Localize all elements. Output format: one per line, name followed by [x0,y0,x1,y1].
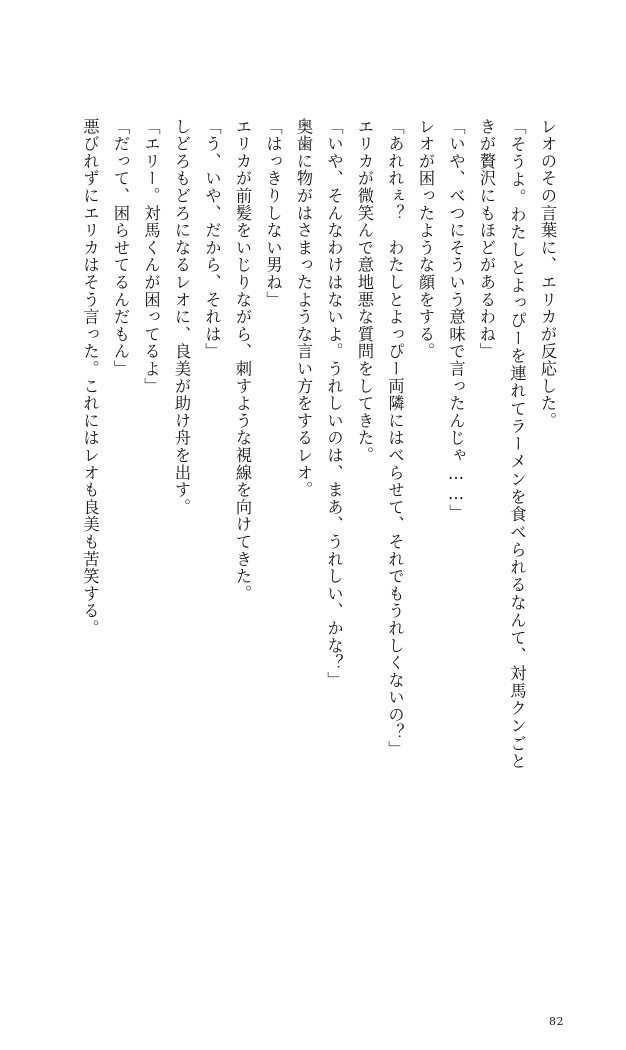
paragraph: 「う、いや、だから、それは」 [202,118,222,361]
paragraph: エリカが微笑んで意地悪な質問をしてきた。 [355,118,374,464]
page-number: 82 [549,1015,564,1028]
paragraph: しどろもどろになるレオに、良美が助け舟を出す。 [172,118,191,516]
paragraph: 奥歯に物がはさまったような言い方をするレオ。 [294,118,313,499]
paragraph: エリカが前髪をいじりながら、刺すような視線を向けてきた。 [233,118,252,603]
paragraph: 「そうよ。わたしとよっぴーを連れてラーメンを食べられるなんて、対馬クンごときが贅沢にもほどがあるわね」 [477,118,527,770]
paragraph: 「あれれぇ？ わたしとよっぴー両隣にはべらせて、それでもうれしくないの？」 [385,118,405,759]
paragraph: レオが困ったような顔をする。 [416,118,435,361]
page-body-text [70,118,562,770]
paragraph: 「エリー。対馬くんが困ってるよ」 [141,118,161,395]
paragraph: 悪びれずにエリカはそう言った。これにはレオも良美も苦笑する。 [80,118,100,637]
paragraph: 「はっきりしない男ね」 [263,118,283,309]
paragraph: レオのその言葉に、エリカが反応した。 [538,118,557,430]
paragraph: 「いや、そんなわけはないよ。うれしいのは、まあ、うれしい、かな？」 [324,118,344,689]
paragraph: 「いや、べつにそういう意味で言ったんじゃ……」 [446,118,466,522]
paragraph: 「だって、困らせてるんだもん」 [111,118,130,378]
